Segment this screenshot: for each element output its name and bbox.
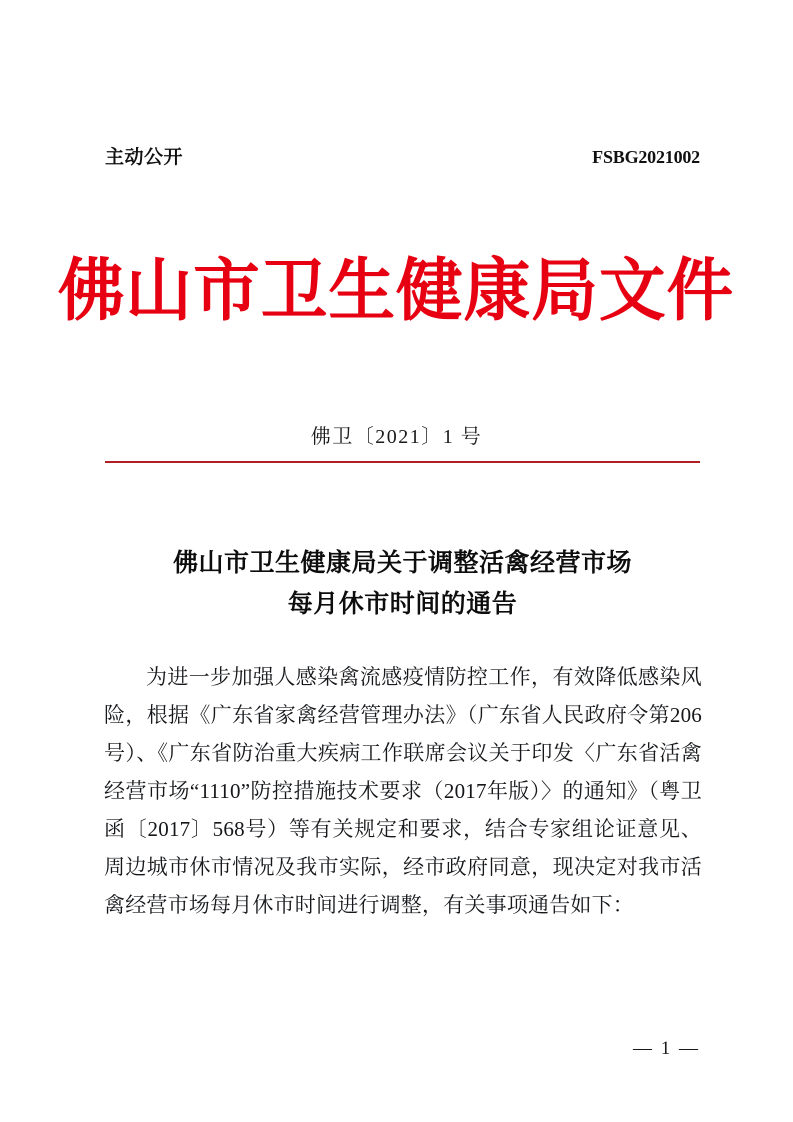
disclosure-label: 主动公开 bbox=[105, 147, 184, 168]
red-divider-rule bbox=[105, 461, 700, 463]
document-serial-number: FSBG2021002 bbox=[592, 147, 700, 167]
masthead-title: 佛山市卫生健康局文件 bbox=[58, 253, 735, 329]
document-header-row bbox=[105, 148, 700, 167]
page-number-footer: — 1 — bbox=[633, 1038, 700, 1059]
body-paragraph-1: 为进一步加强人感染禽流感疫情防控工作，有效降低感染风险，根据《广东省家禽经营管理办法》（广东省人民政府令第206号）、《广东省防治重大疾病工作联席会议关于印发〈广东省活禽经营市场“1110”防控措施技术要求（2017年版）〉的通知》（粤卫函〔2017〕568号）等有关规定和要求，结合专家组论证意见、周边城市休市情况及我市实际，经市政府同意，现决定对我市活禽经营市场每月休市时间进行调整，有关事项通告如下： bbox=[104, 665, 702, 917]
document-title-line-2: 每月休市时间的通告 bbox=[287, 590, 518, 618]
document-title bbox=[105, 544, 700, 625]
document-number: 佛卫〔2021〕1 号 bbox=[310, 426, 483, 448]
document-body bbox=[104, 658, 702, 924]
document-title-line-1: 佛山市卫生健康局关于调整活禽经营市场 bbox=[172, 550, 632, 577]
masthead bbox=[0, 255, 793, 327]
